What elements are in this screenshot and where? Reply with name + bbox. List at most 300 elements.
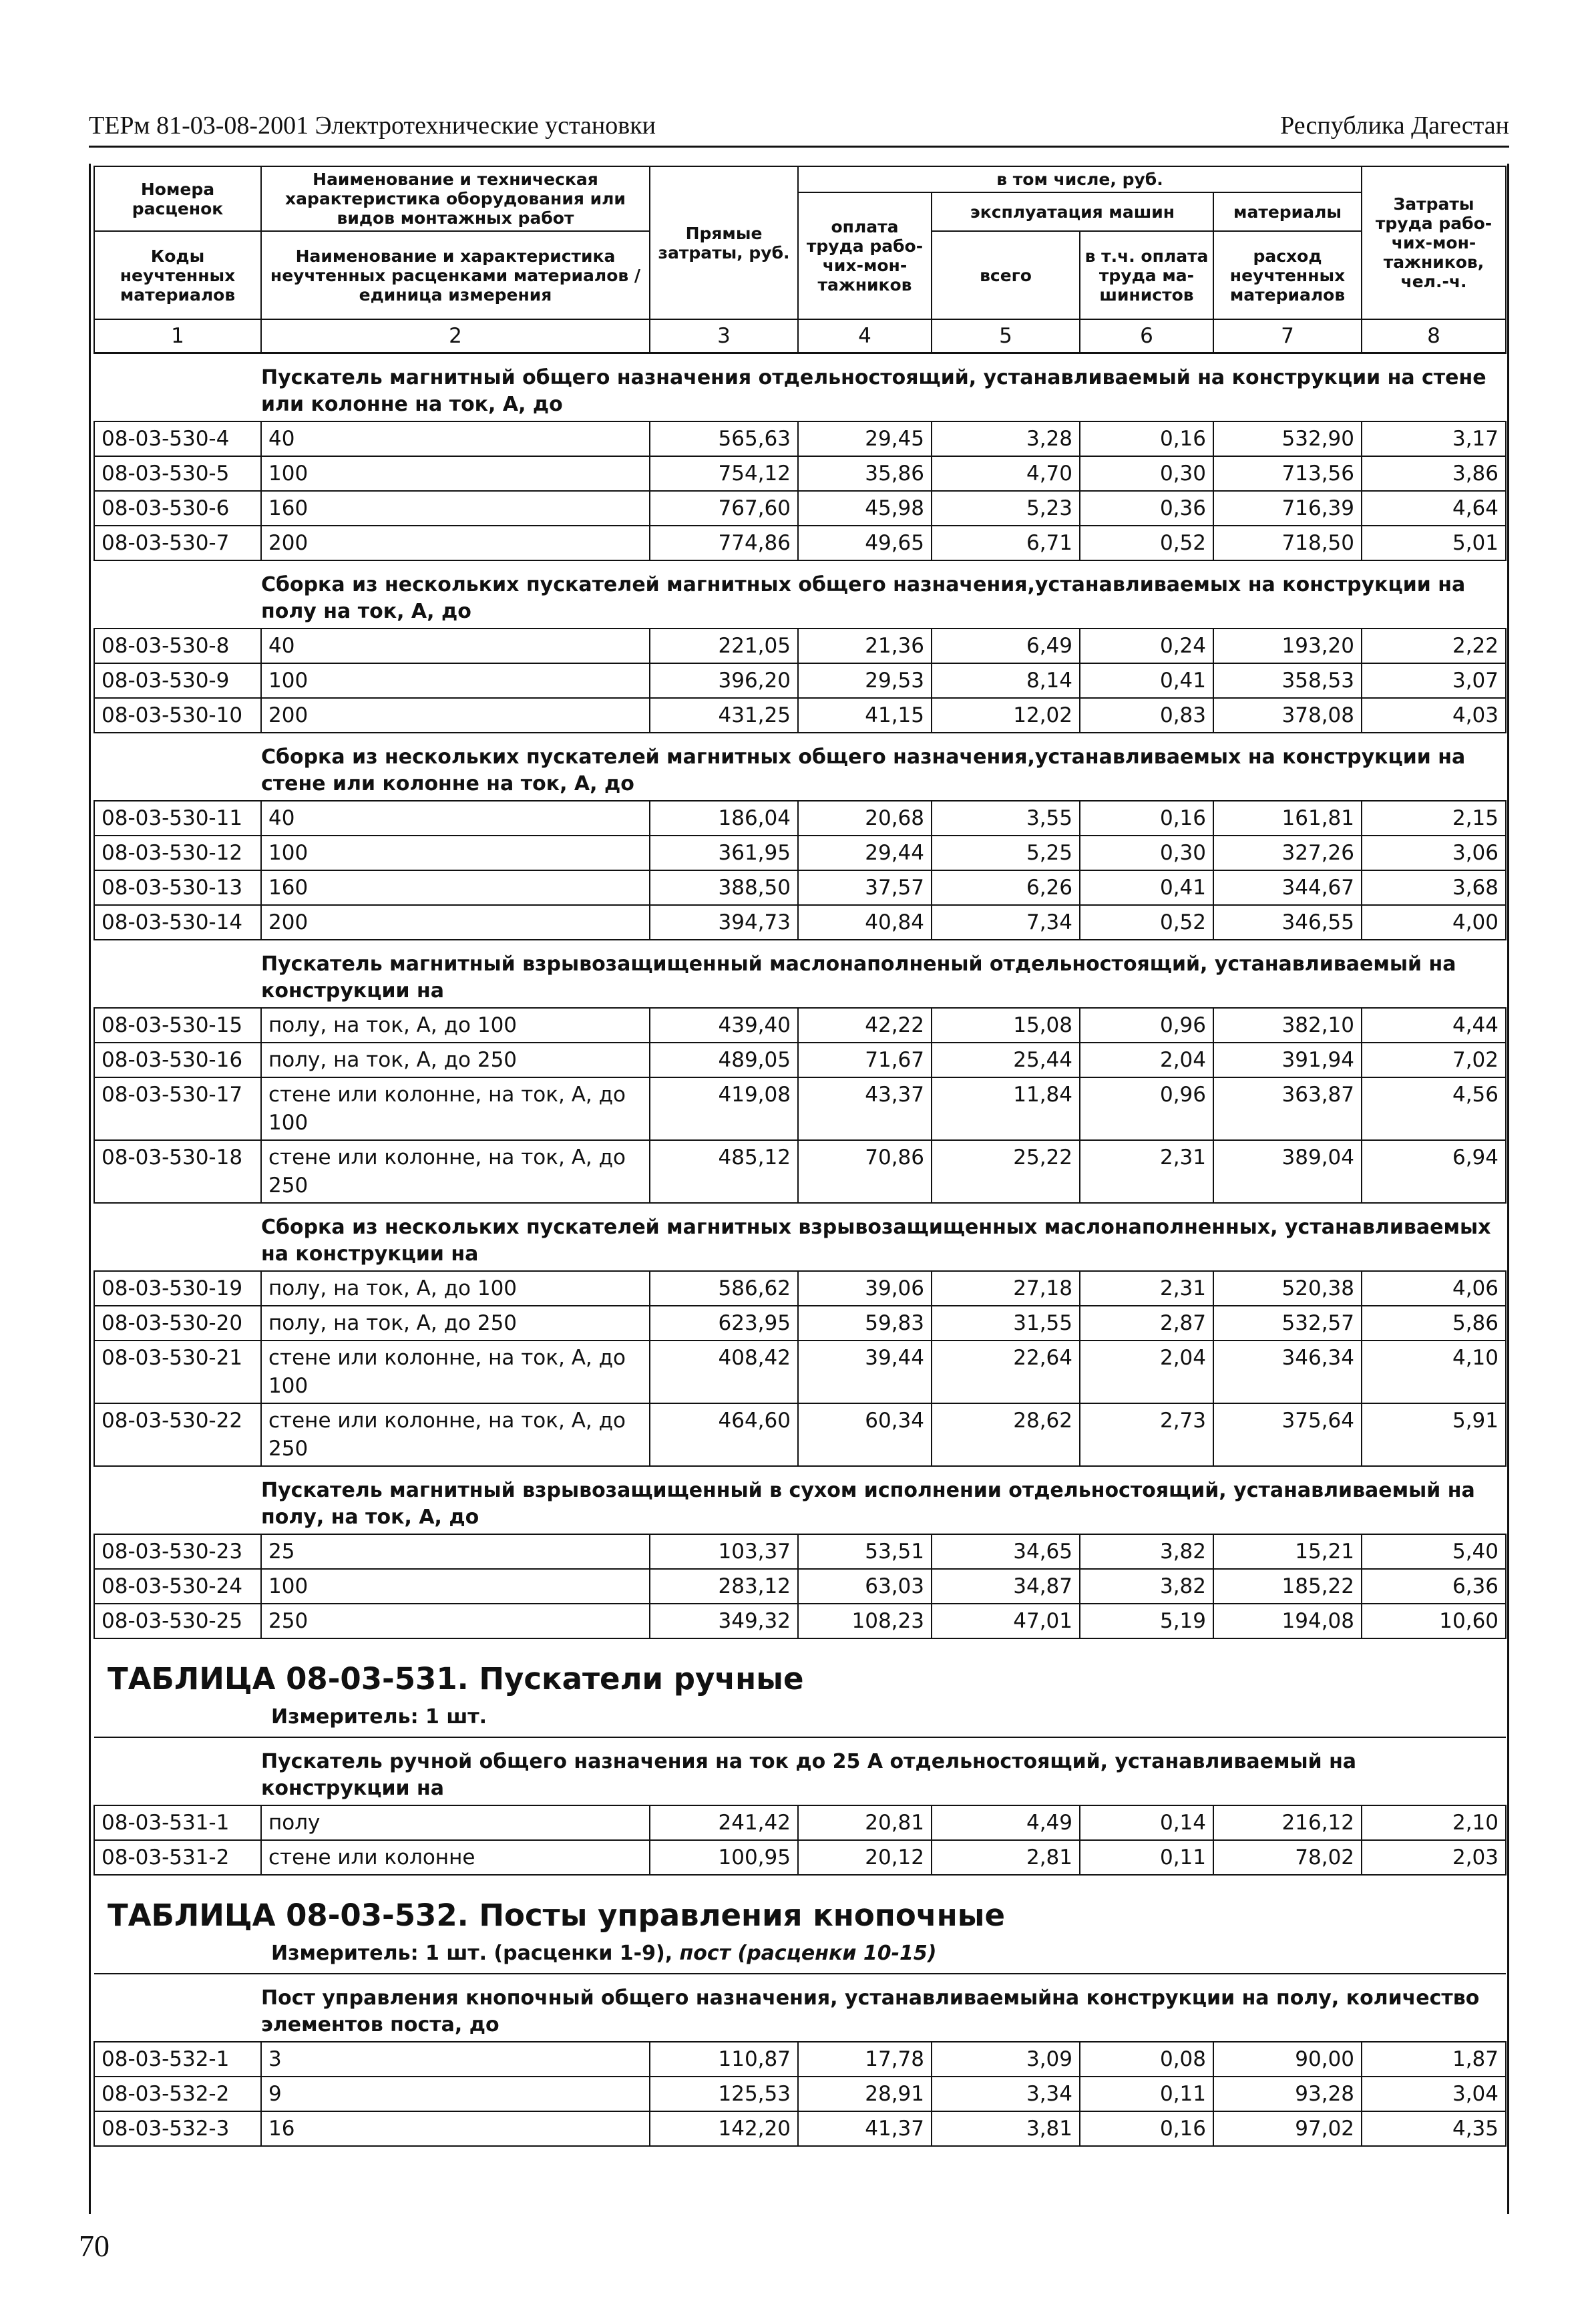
direct-cost: 767,60: [650, 491, 798, 526]
labor-pay: 60,34: [798, 1403, 932, 1466]
materials-cost: 97,02: [1213, 2111, 1362, 2146]
section-heading: Пост управления кнопочный общего назначения, устанавливаемыйна конструкции на полу, количество элементов поста, до: [261, 1974, 1506, 2042]
col-number: 8: [1362, 319, 1506, 353]
table-row: [94, 698, 1506, 733]
labor-pay: 29,53: [798, 663, 932, 698]
materials-cost: 346,55: [1213, 905, 1362, 940]
materials-cost: 716,39: [1213, 491, 1362, 526]
machines-labor-pay: 0,24: [1080, 629, 1213, 663]
materials-cost: 327,26: [1213, 836, 1362, 870]
col-code-bottom: Коды неучтенных материалов: [94, 231, 261, 319]
section-row: [94, 733, 1506, 801]
rate-code: 08-03-530-14: [94, 905, 261, 940]
machines-labor-pay: 0,41: [1080, 663, 1213, 698]
table-row: [94, 2077, 1506, 2111]
table-row: [94, 1140, 1506, 1203]
materials-cost: 382,10: [1213, 1008, 1362, 1043]
table-row: [94, 629, 1506, 663]
materials-cost: 185,22: [1213, 1569, 1362, 1604]
materials-cost: 532,90: [1213, 421, 1362, 456]
rate-description: полу, на ток, А, до 250: [261, 1306, 650, 1341]
materials-cost: 378,08: [1213, 698, 1362, 733]
machines-total: 7,34: [932, 905, 1080, 940]
table-row: [94, 870, 1506, 905]
section-spacer: [94, 1466, 261, 1534]
rate-code: 08-03-530-12: [94, 836, 261, 870]
document-title: ТЕРм 81-03-08-2001 Электротехнические установки: [89, 112, 656, 140]
machines-total: 8,14: [932, 663, 1080, 698]
rate-code: 08-03-530-8: [94, 629, 261, 663]
direct-cost: 464,60: [650, 1403, 798, 1466]
col-number: 1: [94, 319, 261, 353]
table-body: [94, 353, 1506, 2147]
labor-hours: 5,91: [1362, 1403, 1506, 1466]
labor-hours: 3,68: [1362, 870, 1506, 905]
machines-total: 28,62: [932, 1403, 1080, 1466]
labor-hours: 4,56: [1362, 1077, 1506, 1140]
materials-cost: 194,08: [1213, 1604, 1362, 1638]
col-including: в том числе, руб.: [798, 166, 1362, 192]
rate-description: стене или колонне, на ток, А, до 250: [261, 1403, 650, 1466]
machines-labor-pay: 0,96: [1080, 1008, 1213, 1043]
labor-pay: 41,15: [798, 698, 932, 733]
machines-total: 25,22: [932, 1140, 1080, 1203]
col-number: 7: [1213, 319, 1362, 353]
direct-cost: 349,32: [650, 1604, 798, 1638]
direct-cost: 419,08: [650, 1077, 798, 1140]
section-row: [94, 1466, 1506, 1534]
labor-pay: 45,98: [798, 491, 932, 526]
rate-description: 40: [261, 421, 650, 456]
direct-cost: 489,05: [650, 1043, 798, 1077]
machines-total: 4,70: [932, 456, 1080, 491]
table-row: [94, 456, 1506, 491]
direct-cost: 125,53: [650, 2077, 798, 2111]
labor-hours: 5,40: [1362, 1534, 1506, 1569]
machines-total: 3,81: [932, 2111, 1080, 2146]
machines-total: 25,44: [932, 1043, 1080, 1077]
labor-pay: 28,91: [798, 2077, 932, 2111]
labor-pay: 42,22: [798, 1008, 932, 1043]
rate-description: 16: [261, 2111, 650, 2146]
materials-cost: 216,12: [1213, 1805, 1362, 1840]
rate-code: 08-03-532-3: [94, 2111, 261, 2146]
machines-labor-pay: 2,31: [1080, 1140, 1213, 1203]
rate-description: 250: [261, 1604, 650, 1638]
rate-code: 08-03-532-2: [94, 2077, 261, 2111]
labor-hours: 2,15: [1362, 801, 1506, 836]
machines-total: 5,23: [932, 491, 1080, 526]
labor-hours: 4,06: [1362, 1271, 1506, 1306]
section-heading: Сборка из нескольких пускателей магнитных взрывозащищенных маслонаполненных, устанавливаемых на конструкции на: [261, 1203, 1506, 1271]
table-row: [94, 1534, 1506, 1569]
labor-hours: 4,00: [1362, 905, 1506, 940]
table-row: [94, 1840, 1506, 1875]
direct-cost: 100,95: [650, 1840, 798, 1875]
rate-description: 40: [261, 801, 650, 836]
section-heading: Пускатель магнитный взрывозащищенный маслонаполненый отдельностоящий, устанавливаемый на конструкции на: [261, 940, 1506, 1008]
rate-description: 100: [261, 663, 650, 698]
direct-cost: 186,04: [650, 801, 798, 836]
rate-code: 08-03-531-1: [94, 1805, 261, 1840]
measure-label: Измеритель: 1 шт.: [271, 1705, 487, 1729]
labor-hours: 1,87: [1362, 2042, 1506, 2077]
machines-labor-pay: 0,52: [1080, 526, 1213, 560]
rate-code: 08-03-532-1: [94, 2042, 261, 2077]
table-row: [94, 1271, 1506, 1306]
col-code-top: Номера расценок: [94, 166, 261, 231]
labor-hours: 2,10: [1362, 1805, 1506, 1840]
materials-cost: 358,53: [1213, 663, 1362, 698]
section-spacer: [94, 1203, 261, 1271]
labor-hours: 5,86: [1362, 1306, 1506, 1341]
materials-cost: 78,02: [1213, 1840, 1362, 1875]
materials-cost: 713,56: [1213, 456, 1362, 491]
table-row: [94, 836, 1506, 870]
machines-labor-pay: 0,16: [1080, 2111, 1213, 2146]
col-materials: материалы: [1213, 192, 1362, 231]
col-number: 6: [1080, 319, 1213, 353]
machines-labor-pay: 0,11: [1080, 1840, 1213, 1875]
table-title-row: [94, 1875, 1506, 1974]
rate-description: 160: [261, 491, 650, 526]
machines-labor-pay: 5,19: [1080, 1604, 1213, 1638]
rate-code: 08-03-530-15: [94, 1008, 261, 1043]
machines-total: 6,26: [932, 870, 1080, 905]
machines-total: 6,49: [932, 629, 1080, 663]
table-row: [94, 491, 1506, 526]
section-spacer: [94, 733, 261, 801]
labor-pay: 20,68: [798, 801, 932, 836]
machines-labor-pay: 0,16: [1080, 801, 1213, 836]
rate-description: 3: [261, 2042, 650, 2077]
region-name: Республика Дагестан: [1280, 112, 1509, 140]
direct-cost: 586,62: [650, 1271, 798, 1306]
direct-cost: 221,05: [650, 629, 798, 663]
machines-labor-pay: 0,96: [1080, 1077, 1213, 1140]
machines-labor-pay: 2,04: [1080, 1043, 1213, 1077]
col-number: 5: [932, 319, 1080, 353]
machines-total: 6,71: [932, 526, 1080, 560]
col-name-bottom: Наименование и характеристика неучтенных расценками материалов / единица измерения: [261, 231, 650, 319]
table-row: [94, 526, 1506, 560]
rate-code: 08-03-530-18: [94, 1140, 261, 1203]
rate-description: полу, на ток, А, до 100: [261, 1271, 650, 1306]
labor-hours: 3,04: [1362, 2077, 1506, 2111]
labor-pay: 53,51: [798, 1534, 932, 1569]
labor-pay: 70,86: [798, 1140, 932, 1203]
table-row: [94, 421, 1506, 456]
machines-total: 3,09: [932, 2042, 1080, 2077]
rate-description: 200: [261, 526, 650, 560]
rate-code: 08-03-530-17: [94, 1077, 261, 1140]
section-spacer: [94, 940, 261, 1008]
table-row: [94, 905, 1506, 940]
materials-cost: 363,87: [1213, 1077, 1362, 1140]
labor-pay: 39,06: [798, 1271, 932, 1306]
table-row: [94, 1008, 1506, 1043]
labor-pay: 39,44: [798, 1341, 932, 1403]
rate-code: 08-03-530-16: [94, 1043, 261, 1077]
labor-hours: 3,06: [1362, 836, 1506, 870]
table-header: [94, 166, 1506, 353]
rate-description: стене или колонне, на ток, А, до 250: [261, 1140, 650, 1203]
materials-cost: 90,00: [1213, 2042, 1362, 2077]
table-row: [94, 2042, 1506, 2077]
rate-description: 200: [261, 905, 650, 940]
rate-description: 100: [261, 1569, 650, 1604]
labor-hours: 6,94: [1362, 1140, 1506, 1203]
table-title-row: [94, 1638, 1506, 1737]
rate-code: 08-03-530-19: [94, 1271, 261, 1306]
rate-code: 08-03-530-5: [94, 456, 261, 491]
labor-hours: 7,02: [1362, 1043, 1506, 1077]
direct-cost: 103,37: [650, 1534, 798, 1569]
machines-labor-pay: 0,30: [1080, 456, 1213, 491]
machines-total: 34,65: [932, 1534, 1080, 1569]
rate-description: стене или колонне, на ток, А, до 100: [261, 1341, 650, 1403]
col-number: 4: [798, 319, 932, 353]
table-row: [94, 1043, 1506, 1077]
section-row: [94, 1203, 1506, 1271]
table-title-cell: [94, 1875, 1506, 1974]
machines-labor-pay: 0,08: [1080, 2042, 1213, 2077]
table-title-cell: [94, 1638, 1506, 1737]
table-row: [94, 663, 1506, 698]
section-heading: Сборка из нескольких пускателей магнитных общего назначения,устанавливаемых на конструкции на стене или колонне на ток, А, до: [261, 733, 1506, 801]
rate-description: 9: [261, 2077, 650, 2111]
labor-hours: 2,03: [1362, 1840, 1506, 1875]
machines-labor-pay: 2,87: [1080, 1306, 1213, 1341]
section-heading: Пускатель магнитный взрывозащищенный в сухом исполнении отдельностоящий, устанавливаемый на полу, на ток, А, до: [261, 1466, 1506, 1534]
labor-pay: 29,44: [798, 836, 932, 870]
direct-cost: 361,95: [650, 836, 798, 870]
column-numbers-row: [94, 319, 1506, 353]
col-direct: Прямые затраты, руб.: [650, 166, 798, 319]
direct-cost: 431,25: [650, 698, 798, 733]
labor-pay: 17,78: [798, 2042, 932, 2077]
direct-cost: 388,50: [650, 870, 798, 905]
table-row: [94, 1569, 1506, 1604]
direct-cost: 241,42: [650, 1805, 798, 1840]
direct-cost: 142,20: [650, 2111, 798, 2146]
table-row: [94, 1341, 1506, 1403]
machines-total: 34,87: [932, 1569, 1080, 1604]
labor-hours: 4,10: [1362, 1341, 1506, 1403]
rate-description: 40: [261, 629, 650, 663]
direct-cost: 394,73: [650, 905, 798, 940]
machines-total: 31,55: [932, 1306, 1080, 1341]
materials-cost: 93,28: [1213, 2077, 1362, 2111]
rate-description: 100: [261, 836, 650, 870]
rate-code: 08-03-531-2: [94, 1840, 261, 1875]
col-name-top: Наименование и техническая характеристика оборудования или видов монтажных работ: [261, 166, 650, 231]
labor-hours: 3,17: [1362, 421, 1506, 456]
materials-cost: 344,67: [1213, 870, 1362, 905]
rate-code: 08-03-530-10: [94, 698, 261, 733]
col-machines: эксплуатация машин: [932, 192, 1213, 231]
measure-line: [94, 1701, 1506, 1734]
materials-cost: 391,94: [1213, 1043, 1362, 1077]
machines-total: 22,64: [932, 1341, 1080, 1403]
machines-total: 12,02: [932, 698, 1080, 733]
machines-labor-pay: 3,82: [1080, 1534, 1213, 1569]
machines-total: 3,28: [932, 421, 1080, 456]
machines-labor-pay: 0,16: [1080, 421, 1213, 456]
labor-hours: 5,01: [1362, 526, 1506, 560]
machines-total: 15,08: [932, 1008, 1080, 1043]
rate-code: 08-03-530-25: [94, 1604, 261, 1638]
labor-pay: 35,86: [798, 456, 932, 491]
materials-cost: 718,50: [1213, 526, 1362, 560]
rate-description: стене или колонне: [261, 1840, 650, 1875]
labor-pay: 41,37: [798, 2111, 932, 2146]
labor-pay: 108,23: [798, 1604, 932, 1638]
labor-pay: 63,03: [798, 1569, 932, 1604]
direct-cost: 565,63: [650, 421, 798, 456]
direct-cost: 623,95: [650, 1306, 798, 1341]
rate-description: полу, на ток, А, до 100: [261, 1008, 650, 1043]
labor-hours: 4,64: [1362, 491, 1506, 526]
section-heading: Пускатель магнитный общего назначения отдельностоящий, устанавливаемый на конструкции на стене или колонне на ток, А, до: [261, 353, 1506, 422]
section-spacer: [94, 1737, 261, 1805]
col-number: 3: [650, 319, 798, 353]
rate-code: 08-03-530-11: [94, 801, 261, 836]
labor-hours: 10,60: [1362, 1604, 1506, 1638]
table-row: [94, 1604, 1506, 1638]
labor-pay: 43,37: [798, 1077, 932, 1140]
table-title: ТАБЛИЦА 08-03-531. Пускатели ручные: [108, 1661, 804, 1697]
labor-pay: 71,67: [798, 1043, 932, 1077]
rate-code: 08-03-530-21: [94, 1341, 261, 1403]
rate-code: 08-03-530-24: [94, 1569, 261, 1604]
machines-labor-pay: 2,04: [1080, 1341, 1213, 1403]
materials-cost: 15,21: [1213, 1534, 1362, 1569]
machines-total: 2,81: [932, 1840, 1080, 1875]
rate-code: 08-03-530-23: [94, 1534, 261, 1569]
rate-description: полу, на ток, А, до 250: [261, 1043, 650, 1077]
machines-total: 11,84: [932, 1077, 1080, 1140]
section-row: [94, 560, 1506, 629]
labor-pay: 21,36: [798, 629, 932, 663]
labor-pay: 49,65: [798, 526, 932, 560]
labor-pay: 40,84: [798, 905, 932, 940]
col-materials-consumption: расход неучтенных материалов: [1213, 231, 1362, 319]
labor-hours: 6,36: [1362, 1569, 1506, 1604]
section-spacer: [94, 560, 261, 629]
machines-labor-pay: 0,11: [1080, 2077, 1213, 2111]
table-title: ТАБЛИЦА 08-03-532. Посты управления кнопочные: [108, 1898, 1005, 1933]
rate-description: 200: [261, 698, 650, 733]
materials-cost: 193,20: [1213, 629, 1362, 663]
section-spacer: [94, 353, 261, 422]
col-machines-total: всего: [932, 231, 1080, 319]
col-machines-labor: в т.ч. оплата труда ма-шинистов: [1080, 231, 1213, 319]
machines-labor-pay: 3,82: [1080, 1569, 1213, 1604]
labor-pay: 20,12: [798, 1840, 932, 1875]
labor-hours: 3,07: [1362, 663, 1506, 698]
machines-labor-pay: 0,30: [1080, 836, 1213, 870]
direct-cost: 439,40: [650, 1008, 798, 1043]
section-spacer: [94, 1974, 261, 2042]
col-labor-pay: оплата труда рабо-чих-мон-тажников: [798, 192, 932, 319]
labor-hours: 3,86: [1362, 456, 1506, 491]
col-number: 2: [261, 319, 650, 353]
direct-cost: 408,42: [650, 1341, 798, 1403]
materials-cost: 520,38: [1213, 1271, 1362, 1306]
rate-code: 08-03-530-20: [94, 1306, 261, 1341]
measure-label: Измеритель: 1 шт. (расценки 1-9),: [271, 1942, 680, 1965]
materials-cost: 161,81: [1213, 801, 1362, 836]
labor-hours: 4,03: [1362, 698, 1506, 733]
direct-cost: 485,12: [650, 1140, 798, 1203]
rate-description: 160: [261, 870, 650, 905]
col-labor-cost: Затраты труда рабо-чих-мон-тажников, чел.-ч.: [1362, 166, 1506, 319]
rate-description: 100: [261, 456, 650, 491]
page-number: 70: [79, 2229, 110, 2263]
labor-pay: 59,83: [798, 1306, 932, 1341]
table-row: [94, 1805, 1506, 1840]
section-row: [94, 1737, 1506, 1805]
section-heading: Сборка из нескольких пускателей магнитных общего назначения,устанавливаемых на конструкции на полу на ток, А, до: [261, 560, 1506, 629]
rate-description: стене или колонне, на ток, А, до 100: [261, 1077, 650, 1140]
labor-pay: 20,81: [798, 1805, 932, 1840]
labor-pay: 29,45: [798, 421, 932, 456]
section-row: [94, 1974, 1506, 2042]
labor-hours: 2,22: [1362, 629, 1506, 663]
machines-total: 4,49: [932, 1805, 1080, 1840]
labor-hours: 4,44: [1362, 1008, 1506, 1043]
machines-labor-pay: 0,14: [1080, 1805, 1213, 1840]
materials-cost: 346,34: [1213, 1341, 1362, 1403]
machines-labor-pay: 0,36: [1080, 491, 1213, 526]
machines-total: 47,01: [932, 1604, 1080, 1638]
materials-cost: 375,64: [1213, 1403, 1362, 1466]
direct-cost: 110,87: [650, 2042, 798, 2077]
rate-code: 08-03-530-6: [94, 491, 261, 526]
measure-line: [94, 1937, 1506, 1970]
table-row: [94, 1403, 1506, 1466]
rate-code: 08-03-530-9: [94, 663, 261, 698]
page-header: [89, 106, 1509, 148]
labor-hours: 4,35: [1362, 2111, 1506, 2146]
rate-code: 08-03-530-13: [94, 870, 261, 905]
machines-total: 5,25: [932, 836, 1080, 870]
rate-code: 08-03-530-22: [94, 1403, 261, 1466]
measure-extra: пост (расценки 10-15): [679, 1942, 937, 1965]
machines-labor-pay: 0,41: [1080, 870, 1213, 905]
rate-code: 08-03-530-7: [94, 526, 261, 560]
direct-cost: 754,12: [650, 456, 798, 491]
rate-code: 08-03-530-4: [94, 421, 261, 456]
section-heading: Пускатель ручной общего назначения на ток до 25 А отдельностоящий, устанавливаемый на конструкции на: [261, 1737, 1506, 1805]
section-row: [94, 940, 1506, 1008]
machines-labor-pay: 0,83: [1080, 698, 1213, 733]
table-row: [94, 801, 1506, 836]
machines-labor-pay: 2,73: [1080, 1403, 1213, 1466]
labor-pay: 37,57: [798, 870, 932, 905]
rates-table: [93, 166, 1507, 2147]
table-row: [94, 1077, 1506, 1140]
direct-cost: 774,86: [650, 526, 798, 560]
machines-total: 27,18: [932, 1271, 1080, 1306]
section-row: [94, 353, 1506, 422]
machines-total: 3,55: [932, 801, 1080, 836]
table-row: [94, 2111, 1506, 2146]
machines-labor-pay: 0,52: [1080, 905, 1213, 940]
table-row: [94, 1306, 1506, 1341]
direct-cost: 283,12: [650, 1569, 798, 1604]
